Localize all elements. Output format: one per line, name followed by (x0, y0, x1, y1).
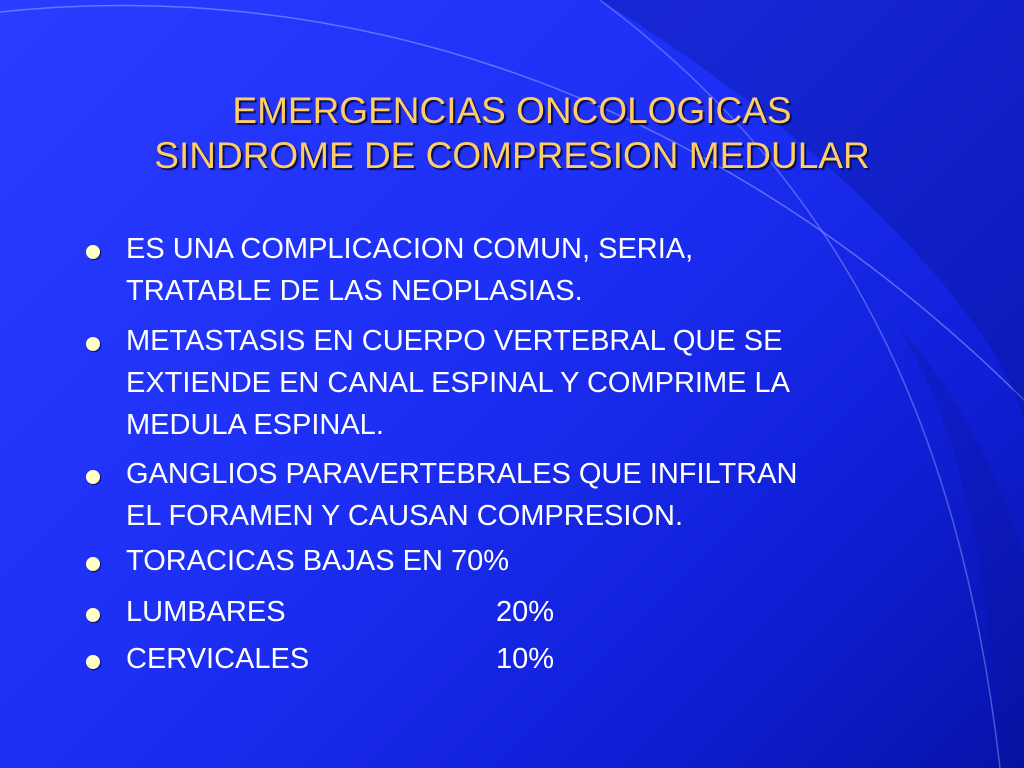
bullet-value: 10% (496, 643, 555, 675)
bullet-line: METASTASIS EN CUERPO VERTEBRAL QUE SE (126, 325, 783, 357)
bullet-label: LUMBARES (126, 596, 286, 628)
bullet-line: MEDULA ESPINAL. (126, 409, 384, 441)
title-line-1: EMERGENCIAS ONCOLOGICAS (232, 90, 792, 131)
bullet-dot-icon (86, 470, 100, 484)
bullet-line: GANGLIOS PARAVERTEBRALES QUE INFILTRAN (126, 458, 798, 490)
bullet-line: EXTIENDE EN CANAL ESPINAL Y COMPRIME LA (126, 367, 790, 399)
bullet-dot-icon (86, 655, 100, 669)
bullet-line: TRATABLE DE LAS NEOPLASIAS. (126, 275, 583, 307)
bullet-dot-icon (86, 245, 100, 259)
bullet-line: EL FORAMEN Y CAUSAN COMPRESION. (126, 500, 684, 532)
bullet-line: TORACICAS BAJAS EN 70% (126, 545, 510, 577)
title-line-2: SINDROME DE COMPRESION MEDULAR (154, 135, 870, 176)
bullet-dot-icon (86, 337, 100, 351)
bullet-text (126, 320, 790, 446)
bullet-text (126, 228, 693, 312)
bullet-line: ES UNA COMPLICACION COMUN, SERIA, (126, 233, 694, 265)
bullet-value: 20% (496, 596, 555, 628)
bullet-text (126, 540, 509, 582)
bullet-label: CERVICALES (126, 643, 310, 675)
bullet-text (126, 453, 797, 537)
bullet-dot-icon (86, 557, 100, 571)
bullet-dot-icon (86, 608, 100, 622)
